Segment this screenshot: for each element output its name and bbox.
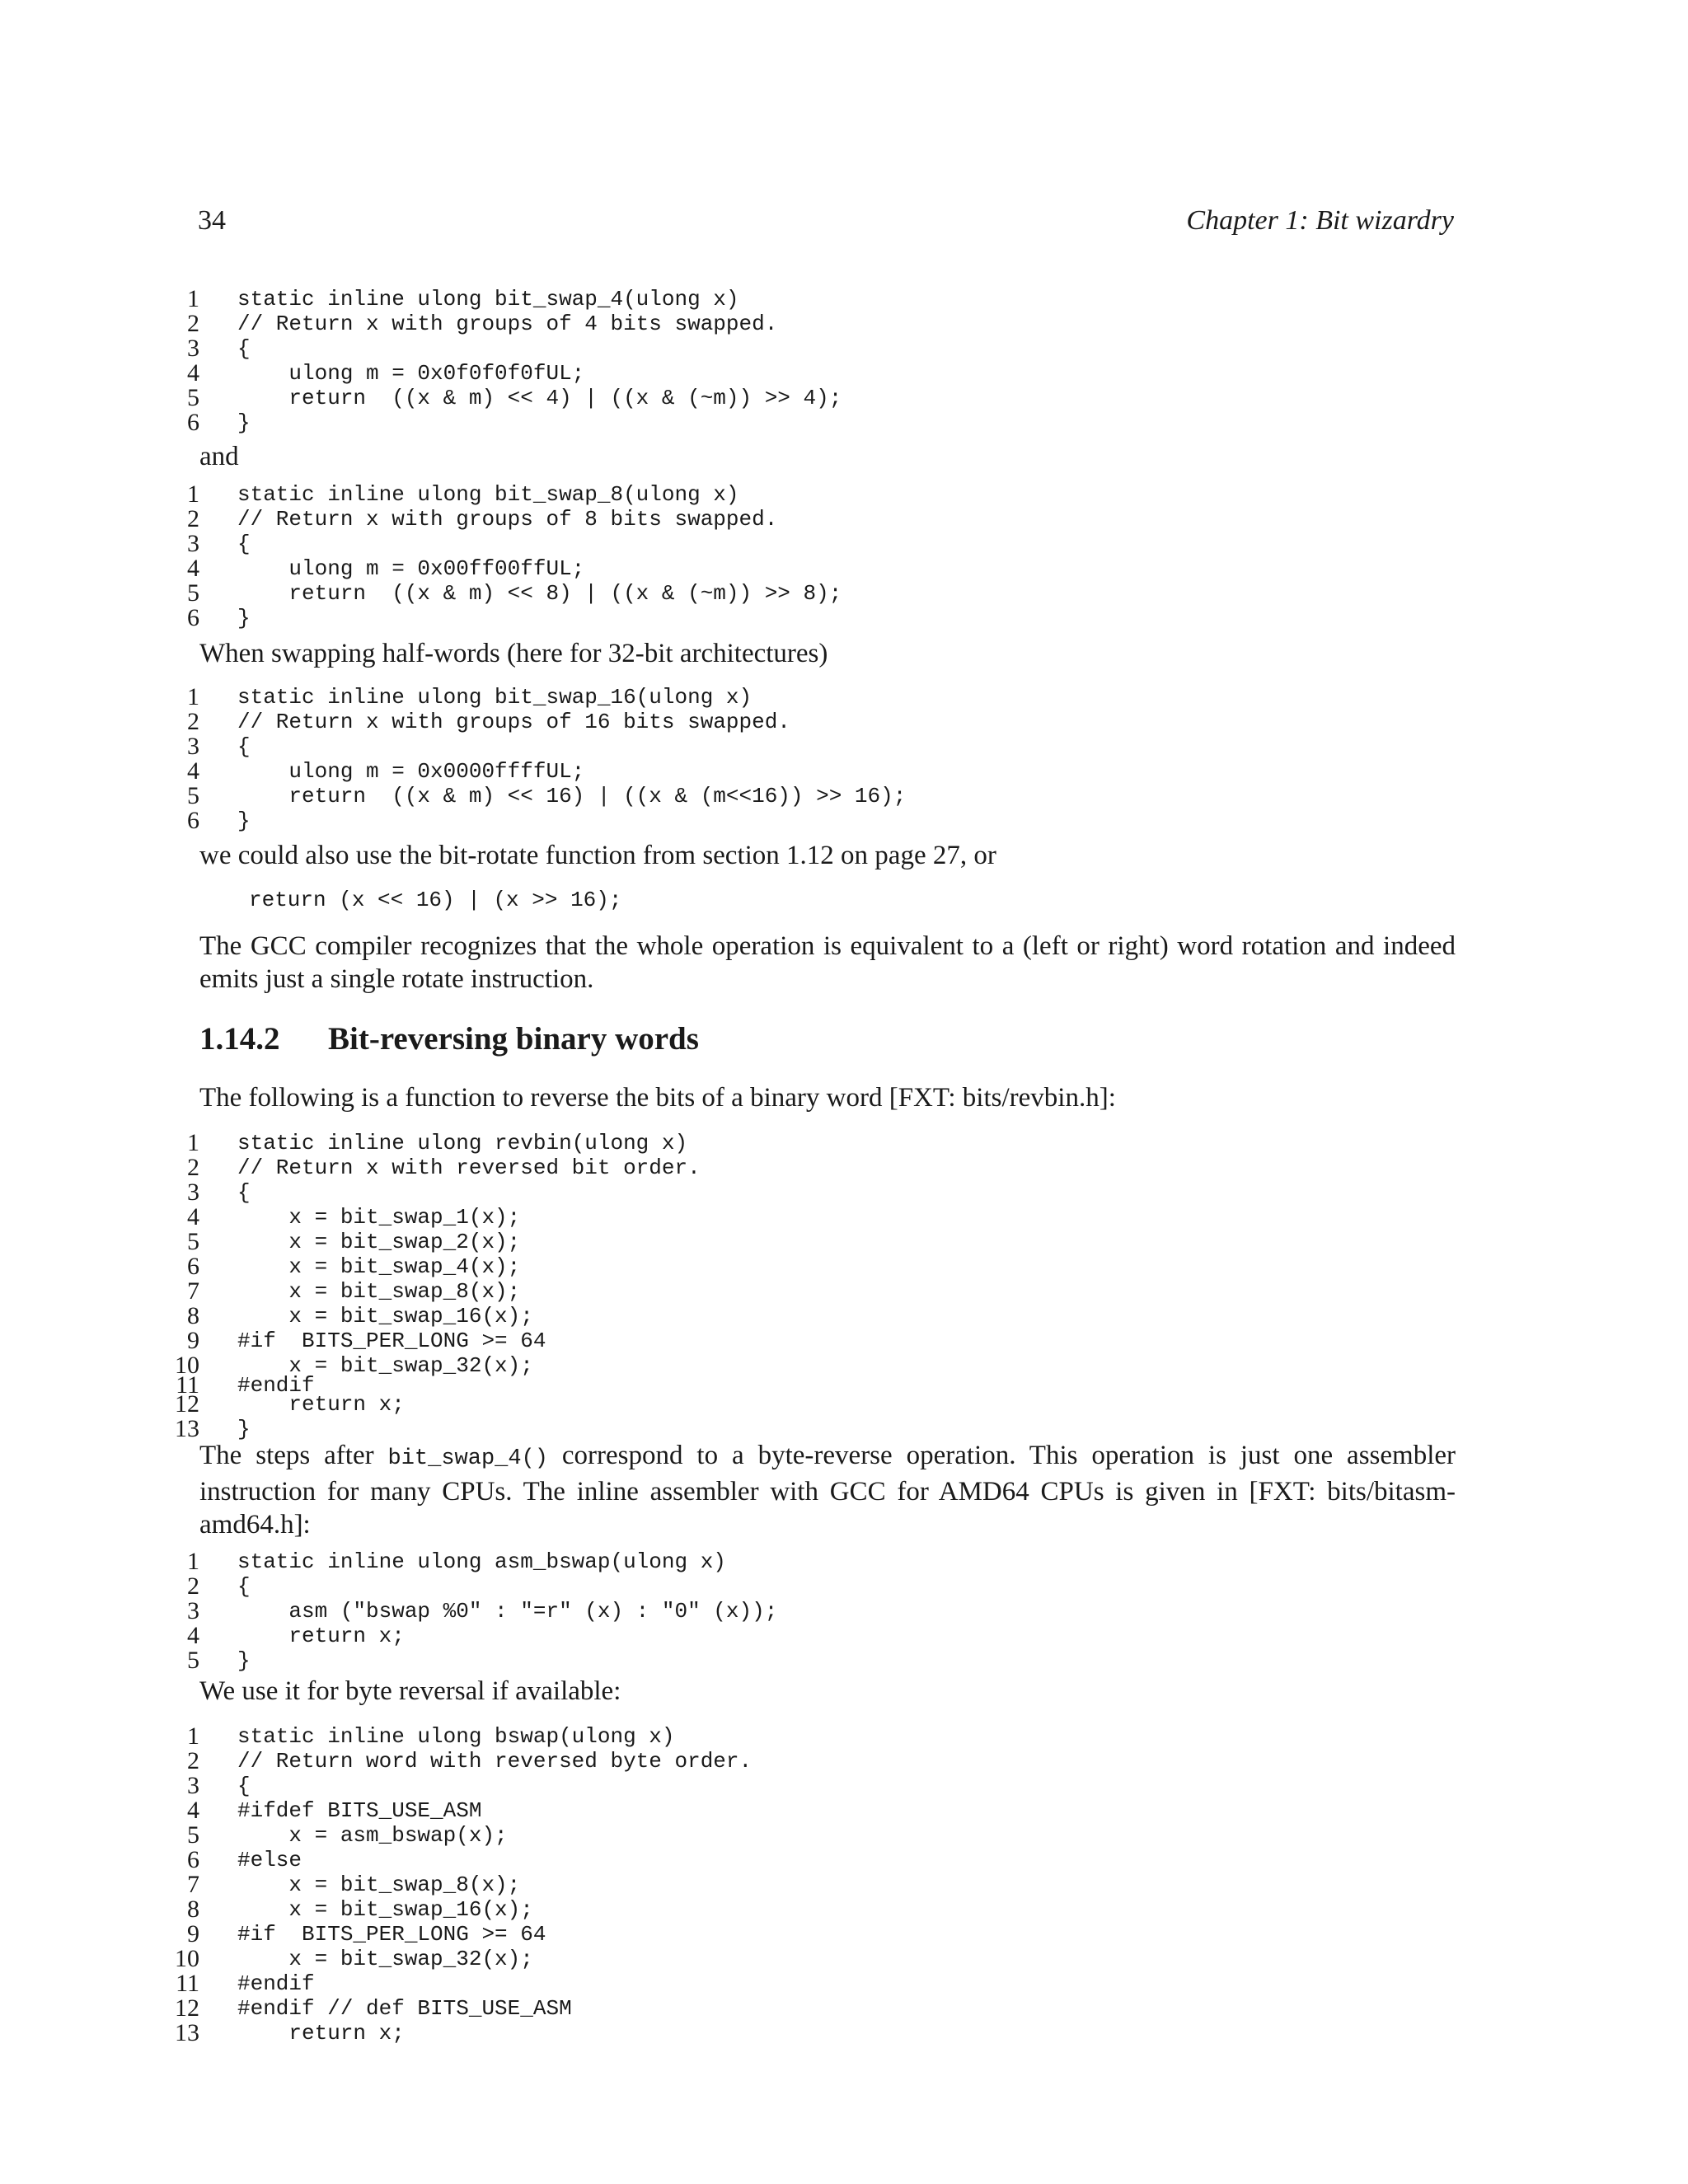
code-line — [171, 734, 1457, 759]
code-line — [171, 1774, 1457, 1798]
code-line — [171, 361, 1457, 386]
line-number: 6 — [187, 1846, 199, 1873]
code-block-revbin — [171, 1131, 1457, 1441]
code-text: { — [237, 336, 251, 361]
line-number: 3 — [187, 1597, 199, 1624]
code-line — [171, 532, 1457, 556]
code-text: x = bit_swap_2(x); — [237, 1230, 521, 1254]
code-text: static inline ulong asm_bswap(ulong x) — [237, 1549, 726, 1574]
paragraph-byte-reverse — [199, 1439, 1456, 1541]
code-line — [171, 1279, 1457, 1304]
line-number: 1 — [187, 1129, 199, 1156]
line-number: 6 — [187, 1253, 199, 1280]
code-line — [171, 710, 1457, 734]
code-text: ulong m = 0x0f0f0f0fUL; — [237, 361, 585, 386]
code-line — [171, 1971, 1457, 1996]
code-line — [171, 1724, 1457, 1749]
code-line — [171, 287, 1457, 312]
line-number: 3 — [187, 530, 199, 557]
code-line — [171, 1155, 1457, 1180]
line-number: 4 — [187, 757, 199, 785]
code-text: return ((x & m) << 4) | ((x & (~m)) >> 4); — [237, 386, 842, 410]
code-text: { — [237, 734, 251, 759]
code-text: #else — [237, 1848, 302, 1872]
code-line — [171, 1371, 1457, 1399]
code-text: return x; — [237, 2021, 405, 2046]
byte-reverse-inline-code: bit_swap_4() — [387, 1446, 548, 1471]
code-line — [171, 1549, 1457, 1574]
line-number: 5 — [187, 384, 199, 411]
line-number: 2 — [187, 708, 199, 735]
byte-reverse-text-before: The steps after — [199, 1441, 388, 1470]
paragraph-and: and — [199, 442, 239, 471]
paragraph-byte-reversal: We use it for byte reversal if available: — [199, 1676, 621, 1706]
code-line — [171, 482, 1457, 507]
code-line — [171, 1304, 1457, 1329]
line-number: 11 — [176, 1371, 199, 1399]
line-number: 4 — [187, 555, 199, 582]
code-line — [171, 1599, 1457, 1624]
code-line — [171, 808, 1457, 833]
code-line — [171, 1648, 1457, 1673]
code-text: // Return x with groups of 8 bits swapped. — [237, 507, 778, 532]
code-line — [171, 2021, 1457, 2046]
code-text: ulong m = 0x00ff00ffUL; — [237, 556, 585, 581]
line-number: 2 — [187, 310, 199, 337]
code-line — [171, 312, 1457, 336]
line-number: 6 — [187, 807, 199, 834]
line-number: 13 — [175, 1415, 199, 1442]
code-line — [171, 1254, 1457, 1279]
code-text: asm ("bswap %0" : "=r" (x) : "0" (x)); — [237, 1599, 778, 1624]
line-number: 7 — [187, 1277, 199, 1305]
line-number: 8 — [187, 1896, 199, 1923]
code-text: x = bit_swap_8(x); — [237, 1872, 521, 1897]
line-number: 9 — [187, 1327, 199, 1354]
code-line — [171, 507, 1457, 532]
line-number: 5 — [187, 1647, 199, 1674]
code-text: return x; — [237, 1624, 405, 1648]
code-block-bswap — [171, 1724, 1457, 2046]
code-text: // Return x with reversed bit order. — [237, 1155, 701, 1180]
line-number: 3 — [187, 1179, 199, 1206]
line-number: 2 — [187, 1572, 199, 1600]
code-line — [171, 784, 1457, 808]
code-text: x = bit_swap_4(x); — [237, 1254, 521, 1279]
code-line — [171, 336, 1457, 361]
line-number: 2 — [187, 1154, 199, 1181]
code-text: { — [237, 1180, 251, 1205]
paragraph-half-words: When swapping half-words (here for 32-bit architectures) — [199, 639, 828, 668]
line-number: 4 — [187, 1622, 199, 1649]
code-line — [171, 1823, 1457, 1848]
code-line — [171, 1897, 1457, 1922]
line-number: 1 — [187, 285, 199, 312]
line-number: 5 — [187, 579, 199, 607]
code-line — [171, 1996, 1457, 2021]
line-number: 4 — [187, 359, 199, 387]
line-number: 6 — [187, 409, 199, 436]
code-line — [171, 410, 1457, 435]
line-number: 3 — [187, 335, 199, 362]
code-line — [171, 1205, 1457, 1230]
line-number: 1 — [187, 683, 199, 710]
code-text: { — [237, 1774, 251, 1798]
code-text: x = bit_swap_32(x); — [237, 1353, 533, 1378]
code-text: x = bit_swap_8(x); — [237, 1279, 521, 1304]
line-number: 12 — [175, 1994, 199, 2022]
code-text: #endif // def BITS_USE_ASM — [237, 1996, 572, 2021]
code-line — [171, 1624, 1457, 1648]
line-number: 11 — [176, 1970, 199, 1997]
code-line — [171, 581, 1457, 606]
code-line — [171, 1848, 1457, 1872]
chapter-title: Chapter 1: Bit wizardry — [1186, 205, 1454, 236]
line-number: 13 — [175, 2019, 199, 2046]
line-number: 10 — [175, 1352, 199, 1379]
code-text: } — [237, 606, 251, 630]
code-text: // Return x with groups of 16 bits swapped. — [237, 710, 790, 734]
code-text: { — [237, 1574, 251, 1599]
paragraph-gcc: The GCC compiler recognizes that the whole operation is equivalent to a (left or right) word rotation and indeed emits just a single rotate instruction. — [199, 931, 1456, 994]
code-line — [171, 1798, 1457, 1823]
code-text: static inline ulong bit_swap_4(ulong x) — [237, 287, 739, 312]
line-number: 3 — [187, 733, 199, 760]
code-line — [171, 386, 1457, 410]
paragraph-bit-rotate: we could also use the bit-rotate function from section 1.12 on page 27, or — [199, 841, 996, 870]
code-text: #ifdef BITS_USE_ASM — [237, 1798, 482, 1823]
line-number: 6 — [187, 604, 199, 631]
code-text: ulong m = 0x0000ffffUL; — [237, 759, 585, 784]
code-text: #endif — [237, 1372, 315, 1398]
code-text: x = asm_bswap(x); — [237, 1823, 508, 1848]
code-line — [171, 1872, 1457, 1897]
code-text: static inline ulong bit_swap_16(ulong x) — [237, 685, 753, 710]
code-line — [171, 1392, 1457, 1417]
code-text: x = bit_swap_16(x); — [237, 1304, 533, 1329]
code-text: return ((x & m) << 16) | ((x & (m<<16)) >> 16); — [237, 784, 907, 808]
line-number: 5 — [187, 1228, 199, 1255]
line-number: 12 — [175, 1390, 199, 1418]
code-line — [171, 556, 1457, 581]
code-text: x = bit_swap_1(x); — [237, 1205, 521, 1230]
code-text: x = bit_swap_32(x); — [237, 1947, 533, 1971]
code-text: #endif — [237, 1971, 315, 1996]
page-number: 34 — [198, 205, 226, 236]
code-text: static inline ulong bswap(ulong x) — [237, 1724, 675, 1749]
line-number: 8 — [187, 1302, 199, 1329]
code-text: } — [237, 1417, 251, 1441]
code-line — [171, 1749, 1457, 1774]
code-line — [171, 685, 1457, 710]
line-number: 1 — [187, 480, 199, 508]
code-line — [171, 1131, 1457, 1155]
code-text: return ((x & m) << 8) | ((x & (~m)) >> 8); — [237, 581, 842, 606]
paragraph-following: The following is a function to reverse the bits of a binary word [FXT: bits/revbin.h]: — [199, 1083, 1116, 1113]
line-number: 10 — [175, 1945, 199, 1972]
code-text: static inline ulong bit_swap_8(ulong x) — [237, 482, 739, 507]
code-block-asm-bswap — [171, 1549, 1457, 1673]
byte-reverse-text-after: correspond to a byte-reverse operation. This operation is just one assembler instruction for many CPUs. The inline assembler with GCC for AMD64 CPUs is given in [FXT: bits/bitasm-amd64.h]: — [199, 1441, 1456, 1540]
code-line — [171, 1230, 1457, 1254]
code-text: return x; — [237, 1392, 405, 1417]
code-text: #if BITS_PER_LONG >= 64 — [237, 1329, 546, 1353]
code-line — [171, 759, 1457, 784]
code-line — [171, 606, 1457, 630]
code-text: x = bit_swap_16(x); — [237, 1897, 533, 1922]
code-line — [171, 1574, 1457, 1599]
line-number: 5 — [187, 1821, 199, 1849]
code-line — [171, 1922, 1457, 1947]
section-heading — [199, 1019, 699, 1060]
line-number: 3 — [187, 1772, 199, 1799]
line-number: 5 — [187, 782, 199, 809]
line-number: 4 — [187, 1797, 199, 1824]
code-text: static inline ulong revbin(ulong x) — [237, 1131, 688, 1155]
code-block-bit-swap-8 — [171, 482, 1457, 630]
page-header — [198, 201, 1454, 241]
code-block-bit-swap-4 — [171, 287, 1457, 435]
line-number: 1 — [187, 1548, 199, 1575]
section-number: 1.14.2 — [199, 1021, 280, 1057]
line-number: 4 — [187, 1203, 199, 1230]
line-number: 9 — [187, 1920, 199, 1947]
code-line — [171, 1353, 1457, 1378]
inline-code-return-rotate: return (x << 16) | (x >> 16); — [249, 888, 622, 912]
code-text: } — [237, 808, 251, 833]
code-line — [171, 1947, 1457, 1971]
code-text: // Return x with groups of 4 bits swapped. — [237, 312, 778, 336]
code-text: { — [237, 532, 251, 556]
code-text: #if BITS_PER_LONG >= 64 — [237, 1922, 546, 1947]
line-number: 7 — [187, 1871, 199, 1898]
line-number: 1 — [187, 1722, 199, 1750]
code-line — [171, 1417, 1457, 1441]
line-number: 2 — [187, 505, 199, 532]
code-text: } — [237, 410, 251, 435]
section-title: Bit-reversing binary words — [328, 1021, 699, 1057]
code-text: // Return word with reversed byte order. — [237, 1749, 753, 1774]
line-number: 2 — [187, 1747, 199, 1774]
code-line — [171, 1180, 1457, 1205]
code-line — [171, 1329, 1457, 1353]
code-block-bit-swap-16 — [171, 685, 1457, 833]
code-text: } — [237, 1648, 251, 1673]
